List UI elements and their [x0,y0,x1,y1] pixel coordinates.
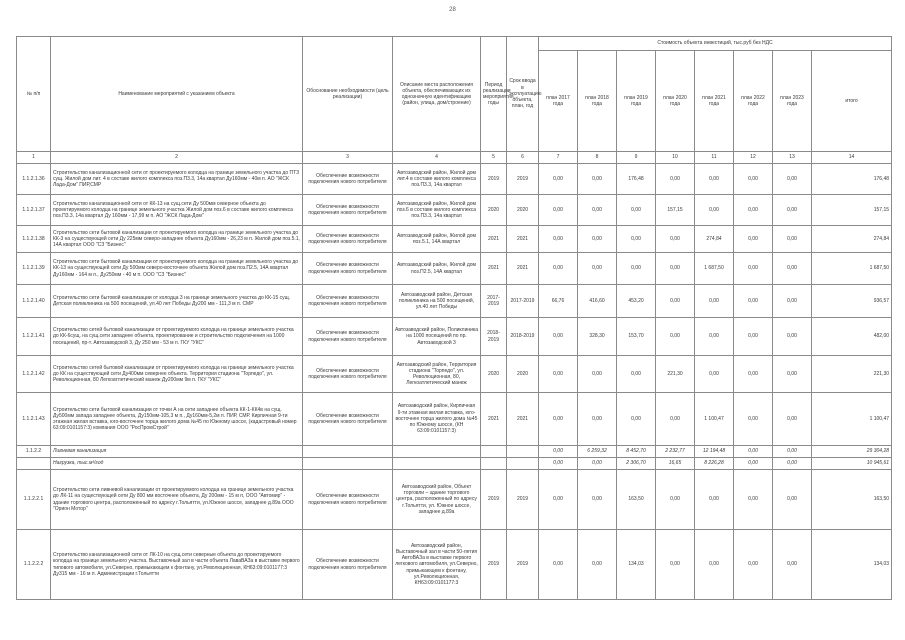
cost-value: 0,00 [578,253,617,285]
cost-value: 1 100,47 [695,393,734,446]
table-row [17,470,892,530]
justification: Обеспечение возможности подключения нового потребителя [303,226,393,253]
section-title: Ливневая канализация [51,446,303,458]
cost-value: 0,00 [773,164,812,195]
table-row [17,356,892,393]
column-index-cell: 4 [393,152,481,164]
row-number: 1.1.2.1.40 [17,285,51,318]
period: 2020 [481,356,507,393]
location: Автозаводский район, Объект торговли – здание торгового центра, расположенный по адресу г.Тольятти, ул. Южное шоссе, западнее д.89а [393,470,481,530]
period: 2017-2019 [481,285,507,318]
cost-value: 163,50 [812,470,892,530]
column-index-cell: 13 [773,152,812,164]
cost-value: 0,00 [578,393,617,446]
section-value: 2 232,77 [656,446,695,458]
cost-value: 163,50 [617,470,656,530]
cost-value: 0,00 [734,195,773,226]
cost-value: 0,00 [695,356,734,393]
empty-cell [303,458,393,470]
cost-value: 0,00 [695,285,734,318]
column-index-cell: 2 [51,152,303,164]
load-row [17,458,892,470]
table-row [17,393,892,446]
location: Автозаводский район, Кирпичная 9-ти этажная жилая вставка, юго-восточнее торца жилого дома №45 по Южному шоссе, (КН 63:09:0101157:3) [393,393,481,446]
cost-value: 0,00 [734,530,773,600]
cost-value: 0,00 [734,253,773,285]
cost-value: 0,00 [773,530,812,600]
justification: Обеспечение возможности подключения нового потребителя [303,530,393,600]
table-row [17,285,892,318]
cost-value: 0,00 [578,164,617,195]
cost-value: 0,00 [734,164,773,195]
location: Автозаводский район, Жилой дом лит.4 в составе жилого комплекса поз.П3.3, 14а квартал [393,164,481,195]
cost-value: 1 687,50 [695,253,734,285]
cost-value: 157,15 [812,195,892,226]
table-row [17,164,892,195]
empty-cell [507,446,539,458]
column-index-cell: 12 [734,152,773,164]
cost-value: 0,00 [578,226,617,253]
load-value: 2 306,70 [617,458,656,470]
location: Автозаводский район, Поликлиника на 1000 посещений по пр. Автозаводской 3 [393,318,481,356]
justification: Обеспечение возможности подключения нового потребителя [303,164,393,195]
header-cost-col: план 2017 года [539,51,578,152]
empty-cell [393,446,481,458]
justification: Обеспечение возможности подключения нового потребителя [303,253,393,285]
investment-table [16,36,892,600]
cost-value: 0,00 [539,226,578,253]
period: 2021 [481,393,507,446]
column-index-cell: 7 [539,152,578,164]
cost-value: 0,00 [773,195,812,226]
location: Автозаводский район, Жилой дом поз.П2.5, 14А квартал [393,253,481,285]
measure-name: Строительство сети ливневой канализации от проектируемого колодца на границе земельного участка до ЛК-11 на существующей сети Ду 800 мм восточнее объекта, Ду 200мм - 15 м п, ООО "Автомир" - здание торгового центра, расположенный по адресу г.Тольятти, ул.Южное шоссе, западнее д.89а ООО "Орион Мотор" [51,470,303,530]
column-index-cell: 9 [617,152,656,164]
column-index-cell: 6 [507,152,539,164]
cost-value: 936,57 [812,285,892,318]
measure-name: Строительство сети бытовой канализации от проектируемого колодца на границе земельного участка до КК-13 на существующей сети Ду 500мм северо-восточнее объекта Жилой дом поз.П2.5, 14А квартал Ду160мм - 164 м п., Ду250мм - 40 м п. ООО "СЗ "Бизнес" [51,253,303,285]
measure-name: Строительство сети бытовой канализации от колодца 3 на границе земельного участка до КК-15 сущ. Детская поликлиника на 500 посещений, ул.40 лет Победы Ду200 мм - 111,3 м п. СМР [51,285,303,318]
commissioning-year: 2018-2019 [507,318,539,356]
row-number: 1.1.2.2.1 [17,470,51,530]
column-index-cell: 10 [656,152,695,164]
cost-value: 482,00 [812,318,892,356]
row-number: 1.1.2.1.38 [17,226,51,253]
measure-name: Строительство сетей бытовой канализации от проектируемого колодца на границе земельного участка до КК на существующей сети Ду400мм севернее объекта. Территория стадиона "Торпедо", ул. Революционная, 80 Легкоатлетический манеж Ду200мм 9м п. ГКУ "УКС" [51,356,303,393]
cost-value: 0,00 [656,470,695,530]
location: Автозаводский район, Жилой дом поз.5.1, 14А квартал [393,226,481,253]
column-index-cell: 11 [695,152,734,164]
load-value: 0,00 [539,458,578,470]
cost-value: 0,00 [578,356,617,393]
column-index-cell: 8 [578,152,617,164]
commissioning-year: 2019 [507,470,539,530]
load-value: 0,00 [734,458,773,470]
period: 2019 [481,530,507,600]
period: 2018-2019 [481,318,507,356]
header-period: Период реализации мероприятия, годы [481,37,507,152]
commissioning-year: 2020 [507,195,539,226]
row-number: 1.1.2.1.37 [17,195,51,226]
table-row [17,530,892,600]
header-justification: Обоснование необходимости (цель реализации) [303,37,393,152]
column-index-cell: 5 [481,152,507,164]
section-value: 0,00 [734,446,773,458]
cost-value: 0,00 [656,226,695,253]
justification: Обеспечение возможности подключения нового потребителя [303,195,393,226]
row-number: 1.1.2.2.2 [17,530,51,600]
cost-value: 0,00 [773,253,812,285]
row-number: 1.1.2.1.39 [17,253,51,285]
cost-value: 0,00 [617,195,656,226]
row-number: 1.1.2.1.36 [17,164,51,195]
cost-value: 0,00 [539,470,578,530]
cost-value: 0,00 [695,164,734,195]
column-index-cell: 14 [812,152,892,164]
cost-value: 0,00 [656,285,695,318]
empty-cell [481,458,507,470]
commissioning-year: 2019 [507,164,539,195]
cost-value: 0,00 [539,195,578,226]
cost-value: 0,00 [773,318,812,356]
header-num: № п/п [17,37,51,152]
cost-value: 0,00 [656,253,695,285]
cost-value: 0,00 [656,393,695,446]
cost-value: 0,00 [734,318,773,356]
measure-name: Строительство сети бытовой канализации от точки А на сети западнее объекта КК-1-КК4в на сущ. Ду500мм запада западнее объекта, Ду150мм-105,3 м п., Ду160мм-5,2м п. ПИР, СМР. Кирпичная 9-ти этажная жилая вставка, юго-восточнее торца жилого дома №45 по Южному шоссе, (кадастровый номер 63:09:0101157:3) компания ООО "РосПромСтрой" [51,393,303,446]
load-value: 8 226,28 [695,458,734,470]
cost-value: 0,00 [734,226,773,253]
section-value: 6 259,32 [578,446,617,458]
cost-value: 0,00 [617,253,656,285]
header-cost-col: план 2023 года [773,51,812,152]
measure-name: Строительство канализационной сети от КК-13 на сущ.сети Ду 500мм северное объекта до проектируемого колодца на границе земельного участка Жилой дом поз.6 в составе жилого комплекса поз.П3.3, 14а квартал Ду 160мм - 17,99 м п. АО "ЖСК Лада-Дом" [51,195,303,226]
table-row [17,226,892,253]
cost-value: 0,00 [656,318,695,356]
section-value: 0,00 [539,446,578,458]
cost-value: 0,00 [773,470,812,530]
cost-value: 0,00 [539,393,578,446]
cost-value: 157,15 [656,195,695,226]
cost-value: 0,00 [695,195,734,226]
header-commissioning: Срок ввода в эксплуатацию объекта, план, год [507,37,539,152]
cost-value: 453,20 [617,285,656,318]
header-cost-col: план 2021 года [695,51,734,152]
cost-value: 0,00 [578,195,617,226]
section-total-row [17,446,892,458]
cost-value: 0,00 [734,356,773,393]
section-value: 12 194,48 [695,446,734,458]
commissioning-year: 2020 [507,356,539,393]
period: 2021 [481,253,507,285]
measure-name: Строительство канализационной сети от ЛК-10 на сущ.сети северные объекта до проектируемого колодца на границе земельного участка. Выставочный зал в части объекта ЛаваВАЗа в выставке первого типового автомобиля, ул.Северно, примыкающем к фонтану, ул.Революционная, КН63:09:0101177:3 Ду315 мм - 16 м п. Администрации г.Тольятти [51,530,303,600]
empty-cell [507,458,539,470]
cost-value: 0,00 [617,393,656,446]
table-row [17,253,892,285]
period: 2020 [481,195,507,226]
cost-value: 0,00 [695,530,734,600]
header-cost-col: план 2018 года [578,51,617,152]
period: 2019 [481,470,507,530]
location: Автозаводский район, Детская поликлиника на 500 посещений, ул.40 лет Победы [393,285,481,318]
commissioning-year: 2021 [507,253,539,285]
header-cost-col: итого [812,51,892,152]
cost-value: 0,00 [773,285,812,318]
load-value: 0,00 [578,458,617,470]
cost-value: 0,00 [578,530,617,600]
empty-cell [393,458,481,470]
cost-value: 0,00 [773,393,812,446]
location: Автозаводский район, Жилой дом поз.6 в составе жилого комплекса поз.П3.3, 14а квартал [393,195,481,226]
cost-value: 0,00 [539,356,578,393]
cost-value: 0,00 [734,393,773,446]
section-value: 8 452,70 [617,446,656,458]
load-value: 16,65 [656,458,695,470]
cost-value: 0,00 [539,318,578,356]
load-value: 10 945,61 [812,458,892,470]
section-value: 0,00 [773,446,812,458]
cost-value: 0,00 [539,530,578,600]
measure-name: Строительство сетей бытовой канализации от проектируемого колодца на границе земельного участка до КК-6сущ. на сущ.сети западнее объекта, проектирование и строительство подключения на 1000 посещений, пр-т. Автозаводской 3, Ду 250 мм - 53 м п. ГКУ "УКС" [51,318,303,356]
cost-value: 0,00 [539,164,578,195]
justification: Обеспечение возможности подключения нового потребителя [303,318,393,356]
justification: Обеспечение возможности подключения нового потребителя [303,470,393,530]
cost-value: 0,00 [695,318,734,356]
section-number: 1.1.2.2 [17,446,51,458]
cost-value: 66,76 [539,285,578,318]
cost-value: 0,00 [578,470,617,530]
empty-cell [303,446,393,458]
column-index-cell: 3 [303,152,393,164]
cost-value: 1 100,47 [812,393,892,446]
table-row [17,318,892,356]
cost-value: 274,84 [695,226,734,253]
commissioning-year: 2017-2019 [507,285,539,318]
justification: Обеспечение возможности подключения нового потребителя [303,356,393,393]
cost-value: 1 687,50 [812,253,892,285]
load-value: 0,00 [773,458,812,470]
cost-value: 0,00 [695,470,734,530]
justification: Обеспечение возможности подключения нового потребителя [303,393,393,446]
commissioning-year: 2021 [507,226,539,253]
row-number: 1.1.2.1.42 [17,356,51,393]
period: 2019 [481,164,507,195]
row-number: 1.1.2.1.41 [17,318,51,356]
header-location: Описание места расположения объекта, обеспечивающих их однозначную идентификацию (район, улица, дом/строение) [393,37,481,152]
empty-cell [481,446,507,458]
commissioning-year: 2019 [507,530,539,600]
period: 2021 [481,226,507,253]
commissioning-year: 2021 [507,393,539,446]
header-cost-col: план 2019 года [617,51,656,152]
section-value: 29 304,28 [812,446,892,458]
cost-value: 221,30 [812,356,892,393]
cost-value: 153,70 [617,318,656,356]
location: Автозаводский район, Выставочный зал в части 50-летия АвтоВАЗа в выставке первого легкового автомобиля, ул.Северно, примыкающем к фонтану, ул.Революционная, КН63:09:0101177:3 [393,530,481,600]
row-number: 1.1.2.1.43 [17,393,51,446]
header-cost-group: Стоимость объекта инвестиций, тыс.руб без НДС [539,37,892,51]
cost-value: 274,84 [812,226,892,253]
empty-cell [17,458,51,470]
measure-name: Строительство канализационной сети от проектируемого колодца на границе земельного участка до ПТЗ сущ. Жилой дом лит. 4 в составе жилого комплекса поз.П3.3, 14а квартал Дy160мм - 40м п. АО "ЖСК Лада-Дом" ПИР,СМР [51,164,303,195]
column-index-row [17,152,892,164]
column-index-cell: 1 [17,152,51,164]
cost-value: 0,00 [617,226,656,253]
header-cost-col: план 2022 года [734,51,773,152]
page-number: 28 [449,7,456,13]
cost-value: 0,00 [773,226,812,253]
cost-value: 416,60 [578,285,617,318]
cost-value: 328,30 [578,318,617,356]
cost-value: 0,00 [734,470,773,530]
measure-name: Строительство сети бытовой канализации от проектируемого колодца на границе земельного участка до КК-3 на существующей сети Ду 225мм северо-западнее объекта Ду160мм - 26,23 м п. Жилой дом поз.5.1, 14А квартал ООО "СЗ "Бизнес" [51,226,303,253]
cost-value: 221,30 [656,356,695,393]
header-cost-col: план 2020 года [656,51,695,152]
cost-value: 0,00 [656,164,695,195]
cost-value: 0,00 [656,530,695,600]
load-label: Нагрузка, тыс.м³/год [51,458,303,470]
cost-value: 176,48 [617,164,656,195]
cost-value: 176,48 [812,164,892,195]
cost-value: 134,03 [812,530,892,600]
cost-value: 0,00 [617,356,656,393]
cost-value: 0,00 [539,253,578,285]
location: Автозаводский район, Территория стадиона "Торпедо", ул. Революционная, 80, Легкоатлетический манеж [393,356,481,393]
cost-value: 0,00 [734,285,773,318]
header-name: Наименование мероприятий с указанием объекта [51,37,303,152]
cost-value: 134,03 [617,530,656,600]
table-row [17,195,892,226]
justification: Обеспечение возможности подключения нового потребителя [303,285,393,318]
cost-value: 0,00 [773,356,812,393]
